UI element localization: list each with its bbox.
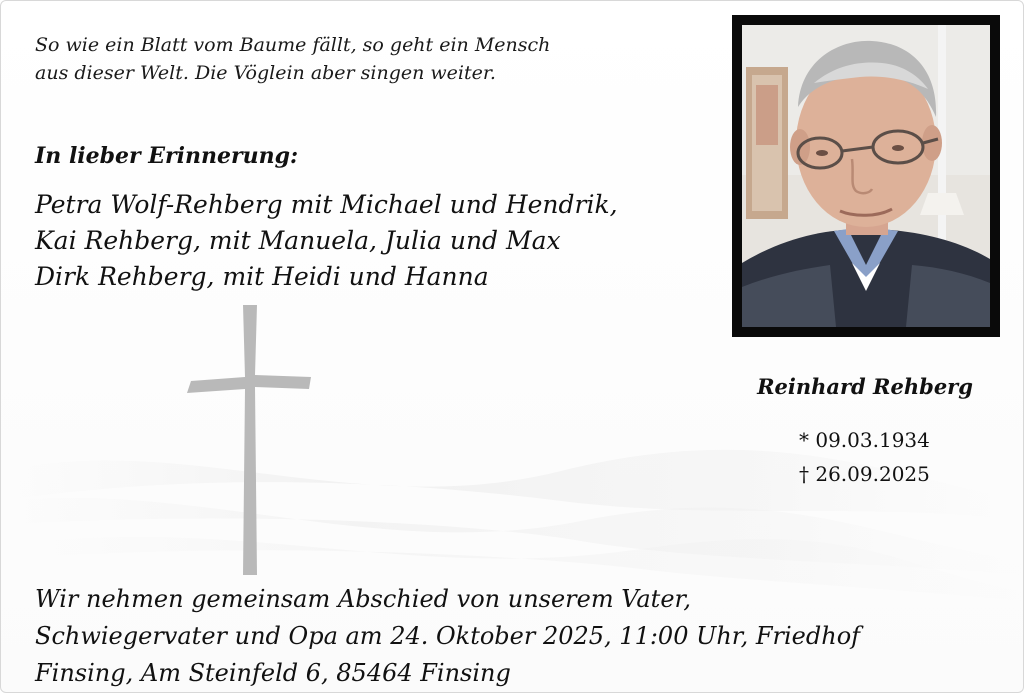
- poem-line-2: aus dieser Welt. Die Vöglein aber singen weiter.: [35, 62, 496, 84]
- mourner-line: Dirk Rehberg, mit Heidi und Hanna: [35, 262, 489, 291]
- portrait-photo: [742, 25, 990, 327]
- farewell-line: Wir nehmen gemeinsam Abschied von unserem Vater,: [35, 585, 691, 613]
- farewell-line: Schwiegervater und Opa am 24. Oktober 2025, 11:00 Uhr, Friedhof: [35, 622, 861, 650]
- farewell-line: Finsing, Am Steinfeld 6, 85464 Finsing: [35, 659, 511, 687]
- portrait-frame: [732, 15, 1000, 337]
- mourner-line: Petra Wolf-Rehberg mit Michael und Hendrik,: [35, 190, 618, 219]
- mourners-list: [35, 187, 618, 295]
- poem: [35, 31, 550, 87]
- death-date: † 26.09.2025: [799, 462, 930, 486]
- birth-date: * 09.03.1934: [799, 428, 930, 452]
- memory-heading: In lieber Erinnerung:: [35, 143, 299, 169]
- life-dates: [799, 423, 930, 491]
- poem-line-1: So wie ein Blatt vom Baume fällt, so geht ein Mensch: [35, 34, 551, 56]
- cross-icon: [183, 303, 317, 577]
- deceased-name: Reinhard Rehberg: [757, 374, 973, 399]
- farewell-notice: [35, 581, 860, 692]
- mourner-line: Kai Rehberg, mit Manuela, Julia und Max: [35, 226, 561, 255]
